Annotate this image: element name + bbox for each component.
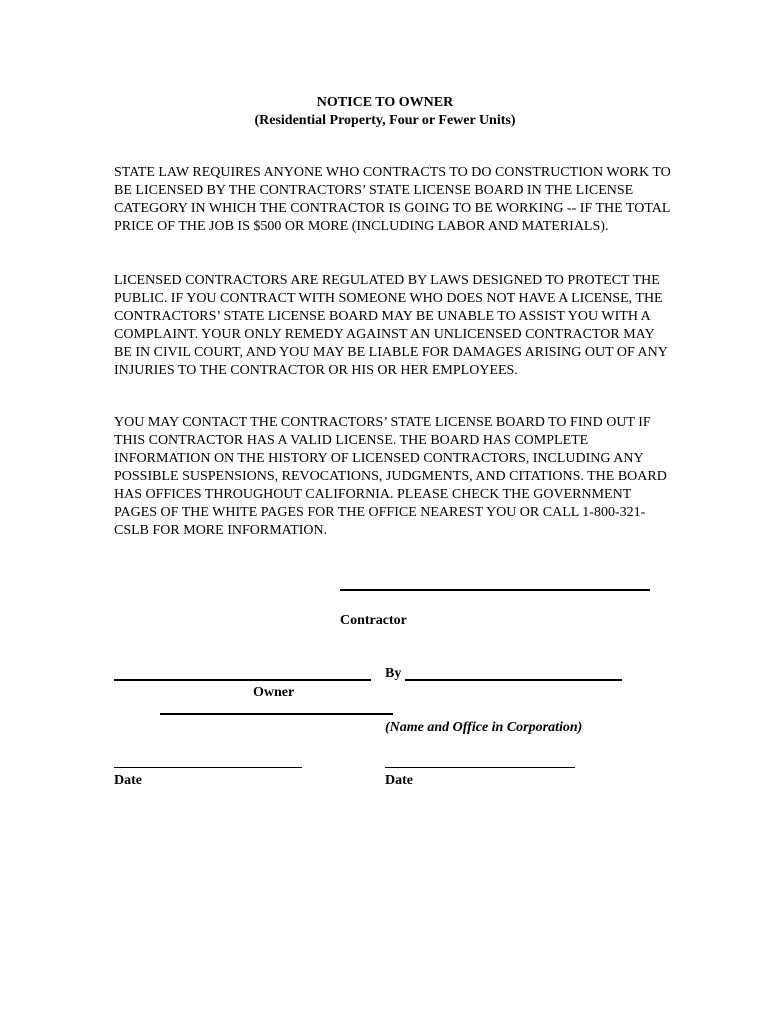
paragraph-license-requirement: STATE LAW REQUIRES ANYONE WHO CONTRACTS TO DO CONSTRUCTION WORK TO BE LICENSED BY THE CONTRACTORS’ STATE LICENSE BOARD IN THE LICENSE CATEGORY IN WHICH THE CONTRACTOR IS GOING TO BE WORKING -- IF THE TOTAL PRICE OF THE JOB IS $500 OR MORE (INCLUDING LABOR AND MATERIALS). — [114, 165, 671, 234]
owner-second-signature-line[interactable] — [160, 713, 393, 715]
contractor-signature-line[interactable] — [340, 589, 650, 591]
document-title: NOTICE TO OWNER — [316, 95, 454, 110]
contractor-date-label: Date — [385, 773, 413, 788]
owner-signature-line[interactable] — [114, 679, 371, 681]
owner-label: Owner — [253, 685, 295, 700]
document-subtitle: (Residential Property, Four or Fewer Units) — [254, 113, 516, 128]
name-office-label: (Name and Office in Corporation) — [385, 720, 583, 735]
contractor-date-line[interactable] — [385, 767, 575, 768]
by-label: By — [385, 666, 402, 681]
paragraph-regulation: LICENSED CONTRACTORS ARE REGULATED BY LAWS DESIGNED TO PROTECT THE PUBLIC. IF YOU CONTRACT WITH SOMEONE WHO DOES NOT HAVE A LICENSE, THE CONTRACTORS’ STATE LICENSE BOARD MAY BE UNABLE TO ASSIST YOU WITH A COMPLAINT. YOUR ONLY REMEDY AGAINST AN UNLICENSED CONTRACTOR MAY BE IN CIVIL COURT, AND YOU MAY BE LIABLE FOR DAMAGES ARISING OUT OF ANY INJURIES TO THE CONTRACTOR OR HIS OR HER EMPLOYEES. — [114, 273, 668, 378]
owner-date-label: Date — [114, 773, 142, 788]
contractor-label: Contractor — [340, 613, 407, 628]
owner-date-line[interactable] — [114, 767, 302, 768]
paragraph-contact-board: YOU MAY CONTACT THE CONTRACTORS’ STATE LICENSE BOARD TO FIND OUT IF THIS CONTRACTOR HAS A VALID LICENSE. THE BOARD HAS COMPLETE INFORMATION ON THE HISTORY OF LICENSED CONTRACTORS, INCLUDING ANY POSSIBLE SUSPENSIONS, REVOCATIONS, JUDGMENTS, AND CITATIONS. THE BOARD HAS OFFICES THROUGHOUT CALIFORNIA. PLEASE CHECK THE GOVERNMENT PAGES OF THE WHITE PAGES FOR THE OFFICE NEAREST YOU OR CALL 1-800-321-CSLB FOR MORE INFORMATION. — [114, 415, 667, 538]
by-signature-line[interactable] — [405, 679, 622, 681]
